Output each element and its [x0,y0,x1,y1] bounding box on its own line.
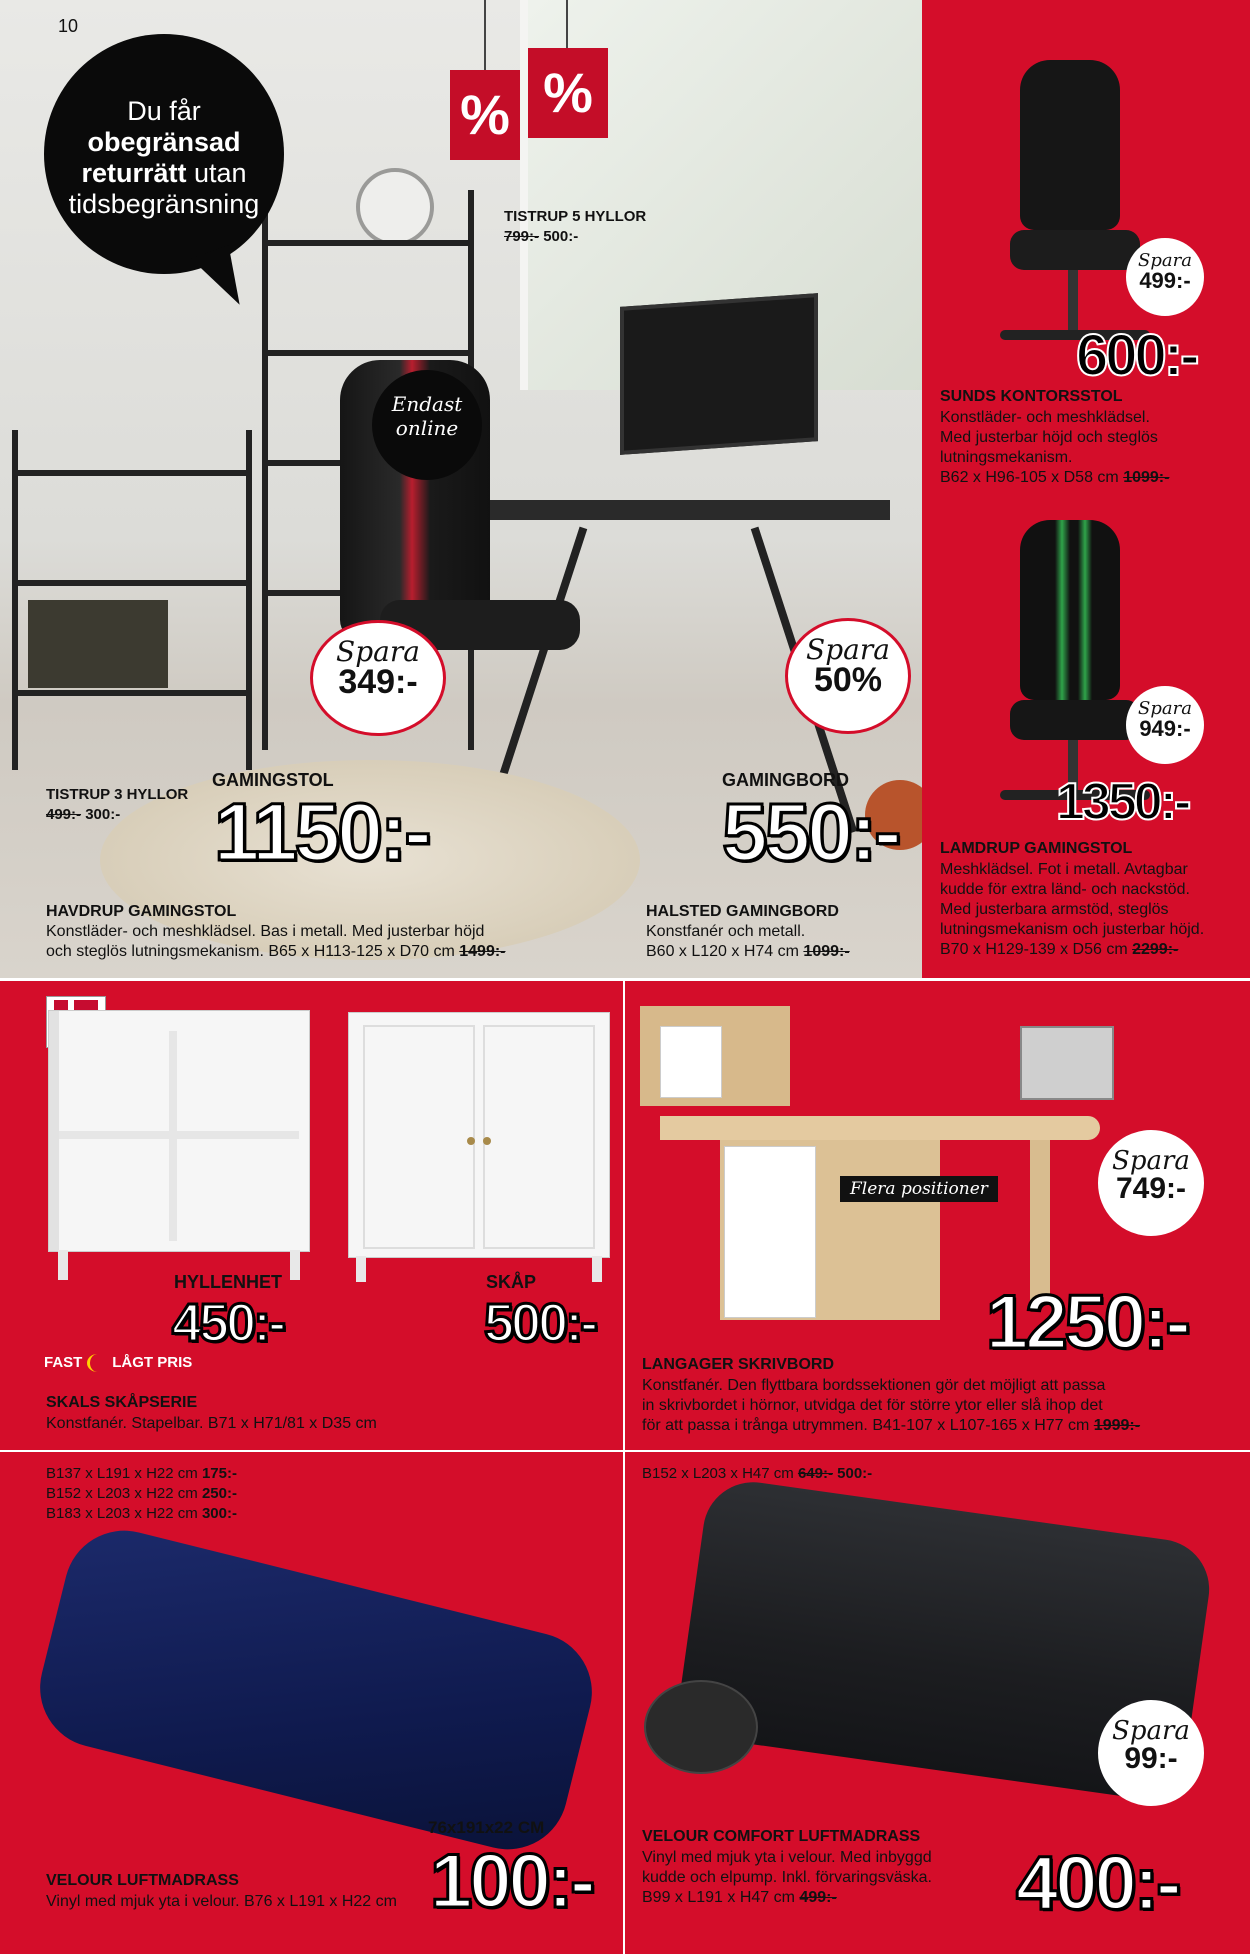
velour-price: 100:- [430,1839,593,1924]
promo-line-1: Du får [127,96,201,126]
promo-line-3a: returrätt [81,158,187,188]
velour-size-row: B137 x L191 x H22 cm 175:- [46,1465,237,1482]
office-chair-image [990,60,1160,360]
tistrup5-old-price: 799:- [504,228,540,245]
sale-tag-2 [528,48,608,138]
sale-tag-2-text: % [543,61,593,124]
gamingstol-price: 1150:- [214,787,429,878]
langager-save-value: 749:- [1115,1172,1187,1205]
online-badge-line-1: Endast [391,392,463,416]
sunds-desc-1: Konstläder- och meshklädsel. [940,409,1150,426]
fast-label: FAST [44,1354,83,1372]
havdrup-name: HAVDRUP GAMINGSTOL [46,903,237,920]
comfort-save-label: Spara [1112,1716,1190,1746]
desk-image [480,500,890,520]
velour-desc: Vinyl med mjuk yta i velour. B76 x L191 x H22 cm [46,1893,397,1910]
langager-desk-image [640,1006,1120,1306]
tistrup3-old-price: 499:- [46,806,82,823]
comfort-top-price: 500:- [837,1465,873,1482]
gamingstol-save-value: 349:- [338,663,418,701]
shelf-unit-image [48,1010,310,1252]
sunds-save-label: Spara [1138,250,1192,271]
lamdrup-save-label: Spara [1138,698,1192,719]
laptop-image [1020,1026,1114,1100]
gamingstol-label: GAMINGSTOL [212,770,334,790]
velour-name: VELOUR LUFTMADRASS [46,1872,239,1889]
sunds-desc-2: Med justerbar höjd och steglös [940,429,1158,446]
promo-line-4: tidsbegränsning [68,189,260,219]
lamdrup-price: 1350:- [1056,773,1189,831]
lamdrup-save-bubble [1126,686,1204,764]
gamingbord-label: GAMINGBORD [722,770,849,790]
langager-desc-3: för att passa i trånga utrymmen. B41-107 x L107-165 x H77 cm [642,1417,1090,1434]
gamingbord-price: 550:- [722,787,899,878]
comfort-desc-2: kudde och elpump. Inkl. förvaringsväska. [642,1869,932,1886]
monitor-image [620,293,818,455]
langager-desc-1: Konstfanér. Den flyttbara bordssektionen gör det möjligt att passa [642,1377,1106,1394]
column-divider-bottom [623,1452,625,1954]
column-divider-middle [623,980,625,1450]
sunds-desc-4-row [940,468,1169,488]
langager-save-label: Spara [1112,1146,1190,1176]
langager-desc-2: in skrivbordet i hörnor, utvidga det för större ytor eller slå ihop det [642,1397,1103,1414]
lamdrup-desc-1: Meshklädsel. Fot i metall. Avtagbar [940,861,1188,878]
tistrup3-name: TISTRUP 3 HYLLOR [46,786,189,803]
skap-label: SKÅP [486,1272,537,1292]
hyllenhet-label: HYLLENHET [174,1272,282,1292]
gamingbord-save-label: Spara [806,633,890,666]
comfort-top-dims-row [642,1464,872,1484]
fast-swoosh-icon [87,1354,108,1372]
online-badge-line-2: online [395,416,459,440]
velour-size-list [46,1464,237,1524]
skap-price: 500:- [484,1293,596,1353]
cabinet-image [348,1012,610,1258]
section-divider-1 [0,978,1250,981]
langager-name: LANGAGER SKRIVBORD [642,1356,835,1373]
velour-size-row: B183 x L203 x H22 cm 300:- [46,1505,237,1522]
sunds-save-bubble [1126,238,1204,316]
halsted-desc-2: B60 x L120 x H74 cm [646,943,799,960]
gamingbord-save-value: 50% [813,661,883,699]
lamdrup-save-value: 949:- [1139,716,1191,741]
tistrup5-prices [504,228,578,245]
langager-old-price: 1999:- [1093,1417,1141,1434]
comfort-desc-1: Vinyl med mjuk yta i velour. Med inbyggd [642,1849,932,1866]
sale-tag-1 [450,70,520,160]
lamdrup-desc-4: lutningsmekanism och justerbar höjd. [940,921,1205,938]
lamdrup-desc-2: kudde för extra länd- och nackstöd. [940,881,1190,898]
velour-size-row: B152 x L203 x H22 cm 250:- [46,1485,237,1502]
comfort-save-bubble [1098,1700,1204,1806]
tistrup3-prices [46,806,120,823]
gamingstol-save-label: Spara [336,635,420,668]
langager-desc-3-row [642,1416,1140,1436]
comfort-price: 400:- [1016,1841,1179,1926]
tistrup5-name: TISTRUP 5 HYLLOR [504,208,647,225]
lamdrup-desc-5-row [940,940,1178,960]
comfort-name: VELOUR COMFORT LUFTMADRASS [642,1828,921,1845]
sunds-old-price: 1099:- [1123,469,1170,486]
velour-dims-label: 76x191x22 CM [428,1818,545,1837]
comfort-top-dims: B152 x L203 x H47 cm [642,1465,794,1482]
pump-image [644,1680,758,1774]
sunds-name: SUNDS KONTORSSTOL [940,388,1123,405]
tistrup3-price: 300:- [85,806,121,823]
tistrup5-price: 500:- [543,228,579,245]
gamingbord-save-bubble [785,618,911,734]
page-number: 10 [58,16,79,36]
lamdrup-name: LAMDRUP GAMINGSTOL [940,840,1133,857]
halsted-desc-2-row [646,942,850,962]
velour-mattress-image [27,1518,604,1862]
langager-price: 1250:- [986,1280,1188,1365]
skals-name: SKALS SKÅPSERIE [46,1394,198,1411]
gamingstol-save-bubble [310,620,446,736]
havdrup-desc-2: och steglös lutningsmekanism. B65 x H113-125 x D70 cm [46,943,455,960]
skals-desc: Konstfanér. Stapelbar. B71 x H71/81 x D35 cm [46,1415,377,1432]
sunds-desc-4: B62 x H96-105 x D58 cm [940,469,1119,486]
comfort-desc-3: B99 x L191 x H47 cm [642,1889,795,1906]
promo-line-2: obegränsad [87,127,241,157]
sunds-desc-3: lutningsmekanism. [940,449,1073,466]
havdrup-old-price: 1499:- [459,943,506,960]
promo-line-3b: utan [186,158,247,188]
comfort-top-old-price: 649:- [797,1465,833,1482]
halsted-name: HALSTED GAMINGBORD [646,903,839,920]
comfort-desc-3-row [642,1888,837,1908]
lamdrup-old-price: 2299:- [1132,941,1179,958]
lamdrup-desc-3: Med justerbara armstöd, steglös [940,901,1169,918]
langager-save-bubble [1098,1130,1204,1236]
hyllenhet-price: 450:- [172,1293,284,1353]
sunds-price: 600:- [1076,323,1197,388]
lamdrup-desc-5: B70 x H129-139 x D56 cm [940,941,1128,958]
small-shelf-image [12,430,252,770]
sale-tag-string-2 [566,0,568,48]
online-only-badge [372,370,482,480]
comfort-old-price: 499:- [799,1889,837,1906]
flera-positioner-label: Flera positioner [840,1176,998,1202]
sunds-save-value: 499:- [1139,268,1191,293]
fast-lagt-pris-badge [44,1354,192,1372]
halsted-old-price: 1099:- [803,943,850,960]
halsted-desc-1: Konstfanér och metall. [646,923,806,940]
sale-tag-1-text: % [460,83,510,146]
havdrup-desc-2-row [46,942,506,962]
return-policy-badge [44,34,284,274]
sale-tag-string-1 [484,0,486,70]
comfort-save-value: 99:- [1124,1742,1178,1775]
section-divider-2 [0,1450,1250,1452]
havdrup-desc-1: Konstläder- och meshklädsel. Bas i metall. Med justerbar höjd [46,923,485,940]
lagt-pris-label: LÅGT PRIS [112,1354,193,1372]
